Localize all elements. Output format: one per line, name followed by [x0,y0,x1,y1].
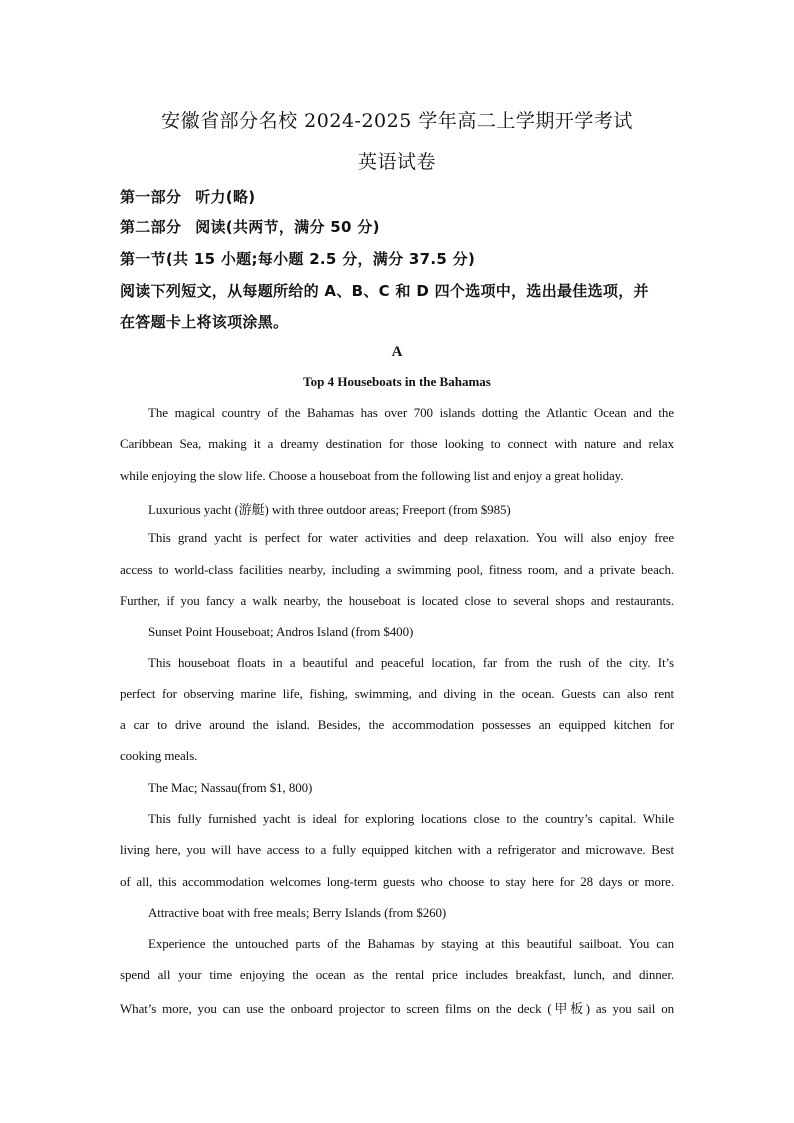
paragraph-line: Further, if you fancy a walk nearby, the houseboat is located close to several shops and restaurants. [120,593,674,608]
paragraph-line: of all, this accommodation welcomes long-term guests who choose to stay here for 28 days or more. [120,874,674,889]
part1-label: 第一部分 [120,188,182,206]
paragraph-line: spend all your time enjoying the ocean as the rental price includes breakfast, lunch, and dinner. [120,967,674,982]
paragraph-line: cooking meals. [120,748,198,763]
section1-heading: 第一节(共 15 小题;每小题 2.5 分，满分 37.5 分) [120,250,476,268]
passage-title: Top 4 Houseboats in the Bahamas [303,374,491,389]
paragraph-line: This fully furnished yacht is ideal for exploring locations close to the country’s capital. While [148,811,674,826]
paragraph-line: perfect for observing marine life, fishing, swimming, and diving in the ocean. Guests can also rent [120,686,674,701]
exam-subtitle: 英语试卷 [357,151,436,173]
part1-text: 听力(略) [195,188,256,206]
part2-label: 第二部分 [120,218,182,236]
part1-heading [120,186,255,207]
paragraph-line: a car to drive around the island. Besides, the accommodation possesses an equipped kitchen for [120,717,674,732]
paragraph-line: What’s more, you can use the onboard projector to screen films on the deck (甲板) as you sail on [120,1001,674,1016]
item-heading: Attractive boat with free meals; Berry Islands (from $260) [148,905,447,920]
instructions-line-1: 阅读下列短文，从每题所给的 A、B、C 和 D 四个选项中，选出最佳选项，并 [120,282,649,300]
item-heading: Sunset Point Houseboat; Andros Island (from $400) [148,624,414,639]
part2-heading [120,216,380,237]
passage-letter: A [391,344,403,360]
paragraph-line: Caribbean Sea, making it a dreamy destination for those looking to connect with nature and relax [120,436,674,451]
item-heading: Luxurious yacht (游艇) with three outdoor areas; Freeport (from $985) [148,502,511,517]
item-heading: The Mac; Nassau(from $1, 800) [148,780,313,795]
paragraph-line: living here, you will have access to a fully equipped kitchen with a refrigerator and microwave. Best [120,842,674,857]
paragraph-line: This houseboat floats in a beautiful and peaceful location, far from the rush of the city. It’s [148,655,674,670]
part2-text: 阅读(共两节，满分 50 分) [195,218,380,236]
paragraph-line: while enjoying the slow life. Choose a houseboat from the following list and enjoy a great holiday. [120,468,624,483]
paragraph-line: access to world-class facilities nearby, including a swimming pool, fitness room, and a private beach. [120,562,674,577]
paragraph-line: This grand yacht is perfect for water activities and deep relaxation. You will also enjoy free [148,530,674,545]
paragraph-line: The magical country of the Bahamas has over 700 islands dotting the Atlantic Ocean and the [148,405,674,420]
instructions-line-2: 在答题卡上将该项涂黑。 [120,313,289,331]
paragraph-line: Experience the untouched parts of the Bahamas by staying at this beautiful sailboat. You can [148,936,674,951]
exam-title: 安徽省部分名校 2024-2025 学年高二上学期开学考试 [161,110,633,132]
